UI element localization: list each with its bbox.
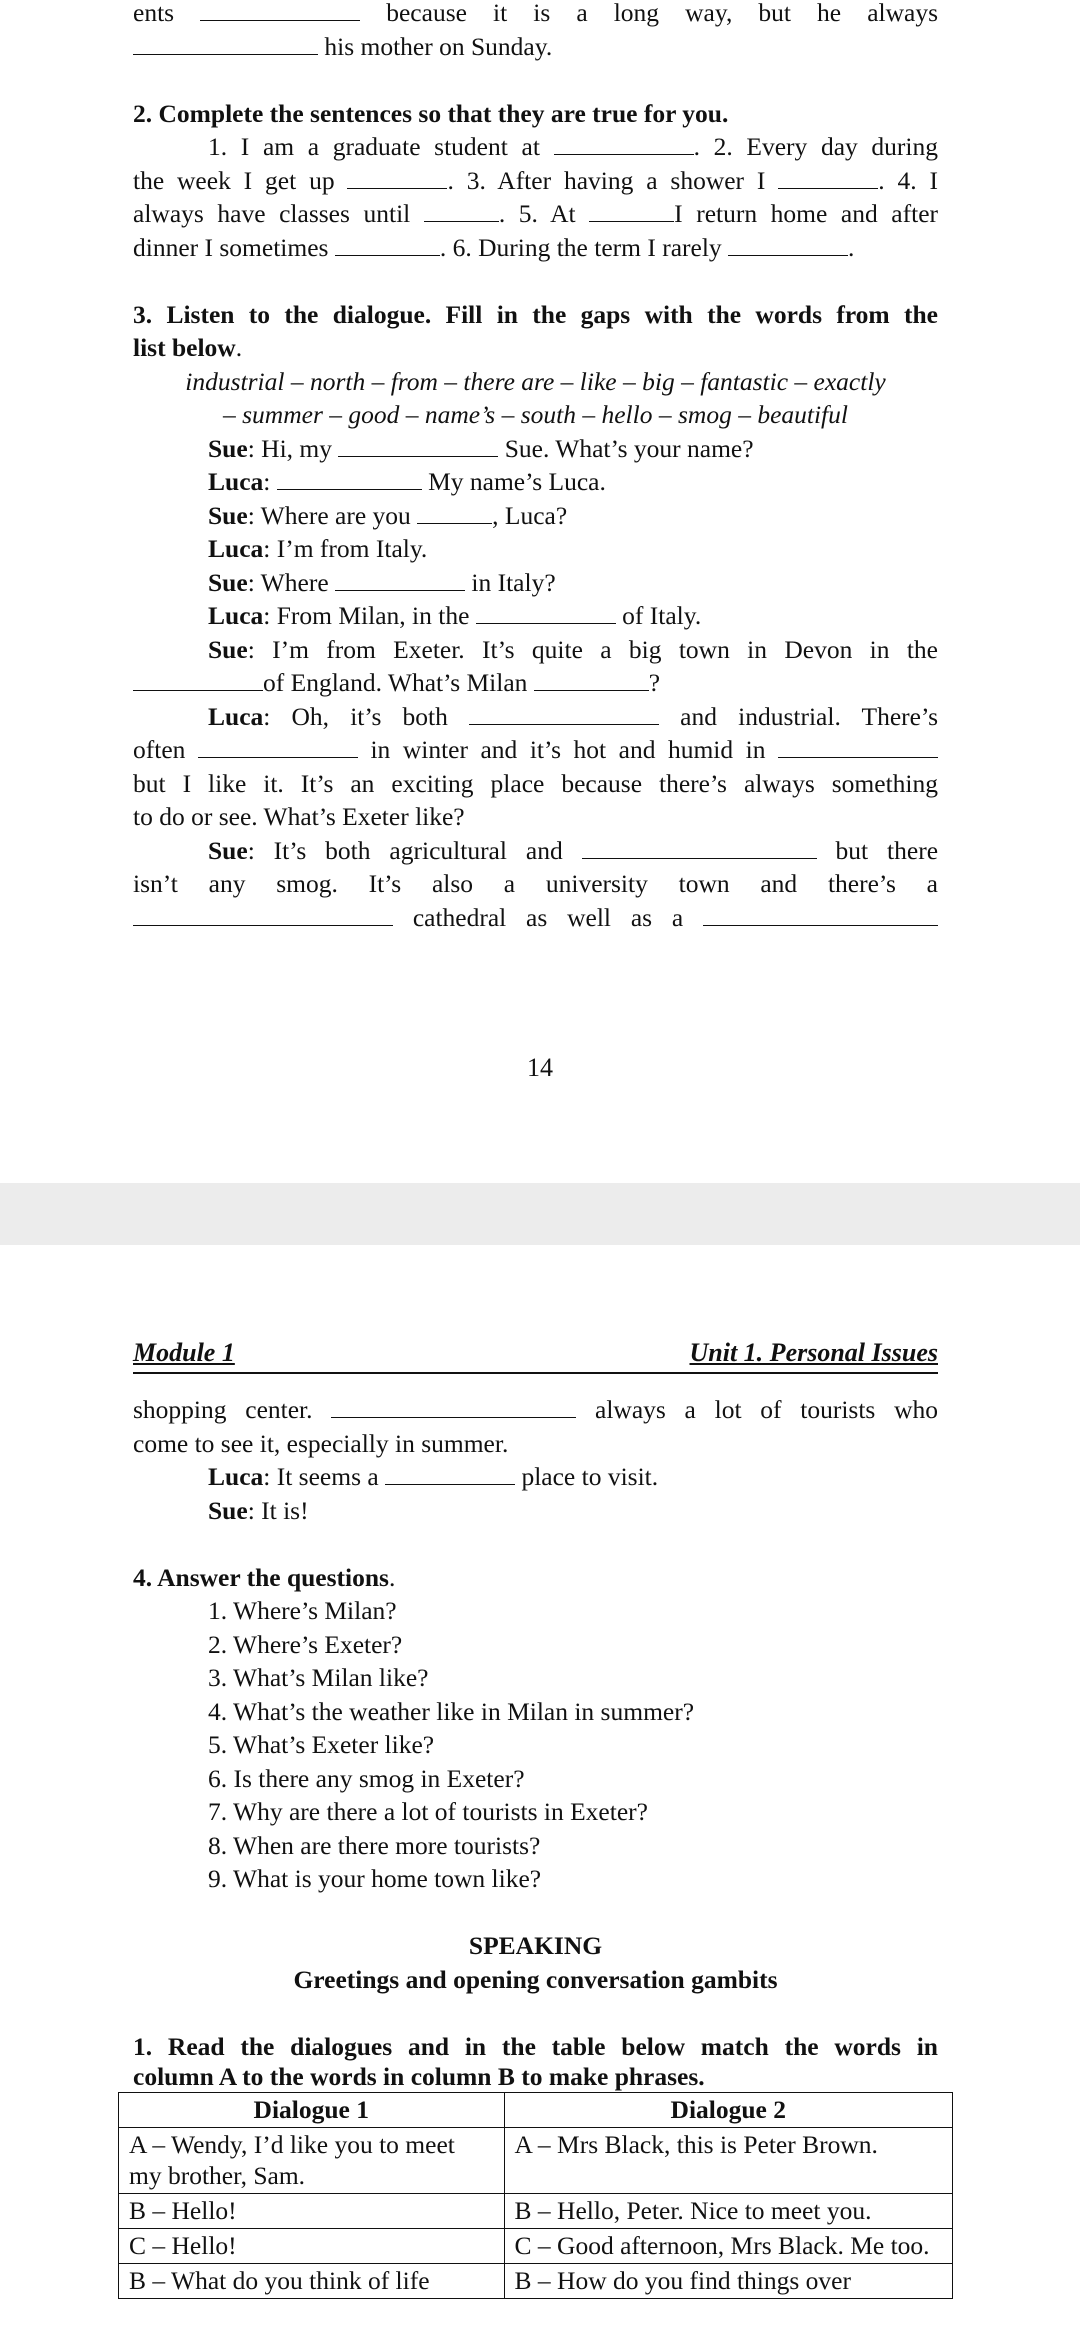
exercise-3-title-2: list below. [133,333,243,362]
speaking-ex1-title: 1. Read the dialogues and in the table below match the words in [133,2031,938,2061]
exercise-3-title: 3. Listen to the dialogue. Fill in the gaps with the words from the [133,299,938,329]
table-header: Dialogue 1 [119,2093,505,2128]
dialogue-line: Sue: Where in Italy? [208,567,556,597]
table-row [119,2264,953,2299]
table-cell: C – Good afternoon, Mrs Black. Me too. [504,2229,952,2264]
dialogue-line: cathedral as well as a [133,901,938,935]
blank [554,132,694,155]
line-top-2: his mother on Sunday. [133,30,938,64]
dialogue-line: Luca: It seems a place to visit. [208,1462,659,1491]
blank [589,199,674,222]
question-item: 7. Why are there a lot of tourists in Exeter? [208,1797,648,1826]
blank [417,501,492,524]
question-item: 2. Where’s Exeter? [208,1629,403,1659]
ex2-line-1: 1. I am a graduate student at . 2. Every day during [208,132,939,161]
running-header [133,1338,938,1374]
dialogue-line: Luca: My name’s Luca. [208,467,606,496]
dialogue-line: Sue: Where are you , Luca? [208,500,568,530]
table-cell: A – Mrs Black, this is Peter Brown. [504,2128,952,2194]
blank [469,702,659,725]
question-item: 6. Is there any smog in Exeter? [208,1763,525,1793]
blank [338,434,498,457]
table-row [119,2194,953,2229]
blank [335,233,440,256]
page1-text [133,0,938,934]
header-unit: Unit 1. Personal Issues [689,1338,938,1367]
speaking-title: SPEAKING [468,1931,603,1960]
question-item: 1. Where’s Milan? [208,1596,397,1625]
dialogue-line: Sue: It is! [208,1495,309,1525]
word-list-1: industrial – north – from – there are – like – big – fantastic – exactly [185,366,886,396]
table-header-row [119,2093,953,2128]
blank [133,903,393,926]
blank [728,233,848,256]
blank [347,166,447,189]
table-cell: A – Wendy, I’d like you to meet my brother, Sam. [119,2128,505,2194]
dialogue-line: often in winter and it’s hot and humid in [133,733,938,767]
dialogue-line: Luca: I’m from Italy. [208,534,428,563]
ex2-line-4: dinner I sometimes . 6. During the term I rarely . [133,232,855,262]
table-cell: B – What do you think of life [119,2264,505,2299]
blank [534,668,649,691]
dialogue-line: Sue: I’m from Exeter. It’s quite a big town in Devon in the [208,634,938,664]
blank [582,836,817,859]
table-cell: B – How do you find things over [504,2264,952,2299]
exercise-4-title: 4. Answer the questions. [133,1562,396,1592]
table-cell: B – Hello, Peter. Nice to meet you. [504,2194,952,2229]
blank [424,199,499,222]
question-item: 5. What’s Exeter like? [208,1730,435,1759]
ex2-line-2: the week I get up . 3. After having a shower I . 4. I [133,165,939,195]
cont-line: shopping center. always a lot of tourists who [133,1395,938,1424]
blank [703,903,938,926]
dialogue-line: Luca: From Milan, in the of Italy. [208,601,702,630]
question-item: 9. What is your home town like? [208,1864,542,1893]
question-item: 3. What’s Milan like? [208,1663,429,1692]
question-item: 8. When are there more tourists? [208,1830,541,1860]
blank [200,0,360,21]
line-top-1: ents because it is a long way, but he always [133,0,939,27]
exercise-2-title: 2. Complete the sentences so that they are true for you. [133,98,729,128]
blank [335,568,465,591]
question-item: 4. What’s the weather like in Milan in summer? [208,1696,695,1726]
table-cell: C – Hello! [119,2229,505,2264]
dialogue-line: of England. What’s Milan ? [133,666,938,700]
dialogue-line: isn’t any smog. It’s also a university town and there’s a [133,869,938,898]
blank [331,1395,576,1418]
speaking-ex1-title-2: column A to the words in column B to make phrases. [133,2062,705,2091]
dialogue-table [118,2092,953,2299]
ex2-line-3: always have classes until . 5. At I return home and after [133,199,939,228]
table-row [119,2128,953,2194]
dialogue-line: Sue: Hi, my Sue. What’s your name? [208,433,754,463]
blank [385,1462,515,1485]
blank [778,166,878,189]
page2-text [133,1393,938,2091]
header-module: Module 1 [133,1338,235,1367]
blank [133,668,263,691]
blank [133,32,318,55]
page-number: 14 [527,1053,553,1082]
blank [778,735,938,758]
speaking-subtitle: Greetings and opening conversation gambits [293,1964,778,1994]
cont-line: come to see it, especially in summer. [133,1428,509,1458]
table-header: Dialogue 2 [504,2093,952,2128]
word-list-2: – summer – good – name’s – south – hello – smog – beautiful [223,400,848,429]
blank [198,735,358,758]
table-row [119,2229,953,2264]
dialogue-line: but I like it. It’s an exciting place because there’s always something [133,768,938,798]
dialogue-line: Luca: Oh, it’s both and industrial. There’s [208,701,938,731]
dialogue-line: Sue: It’s both agricultural and but there [208,835,939,865]
dialogue-line: to do or see. What’s Exeter like? [133,802,465,831]
blank [277,467,422,490]
blank [476,601,616,624]
table-cell: B – Hello! [119,2194,505,2229]
page-separator [0,1183,1080,1245]
